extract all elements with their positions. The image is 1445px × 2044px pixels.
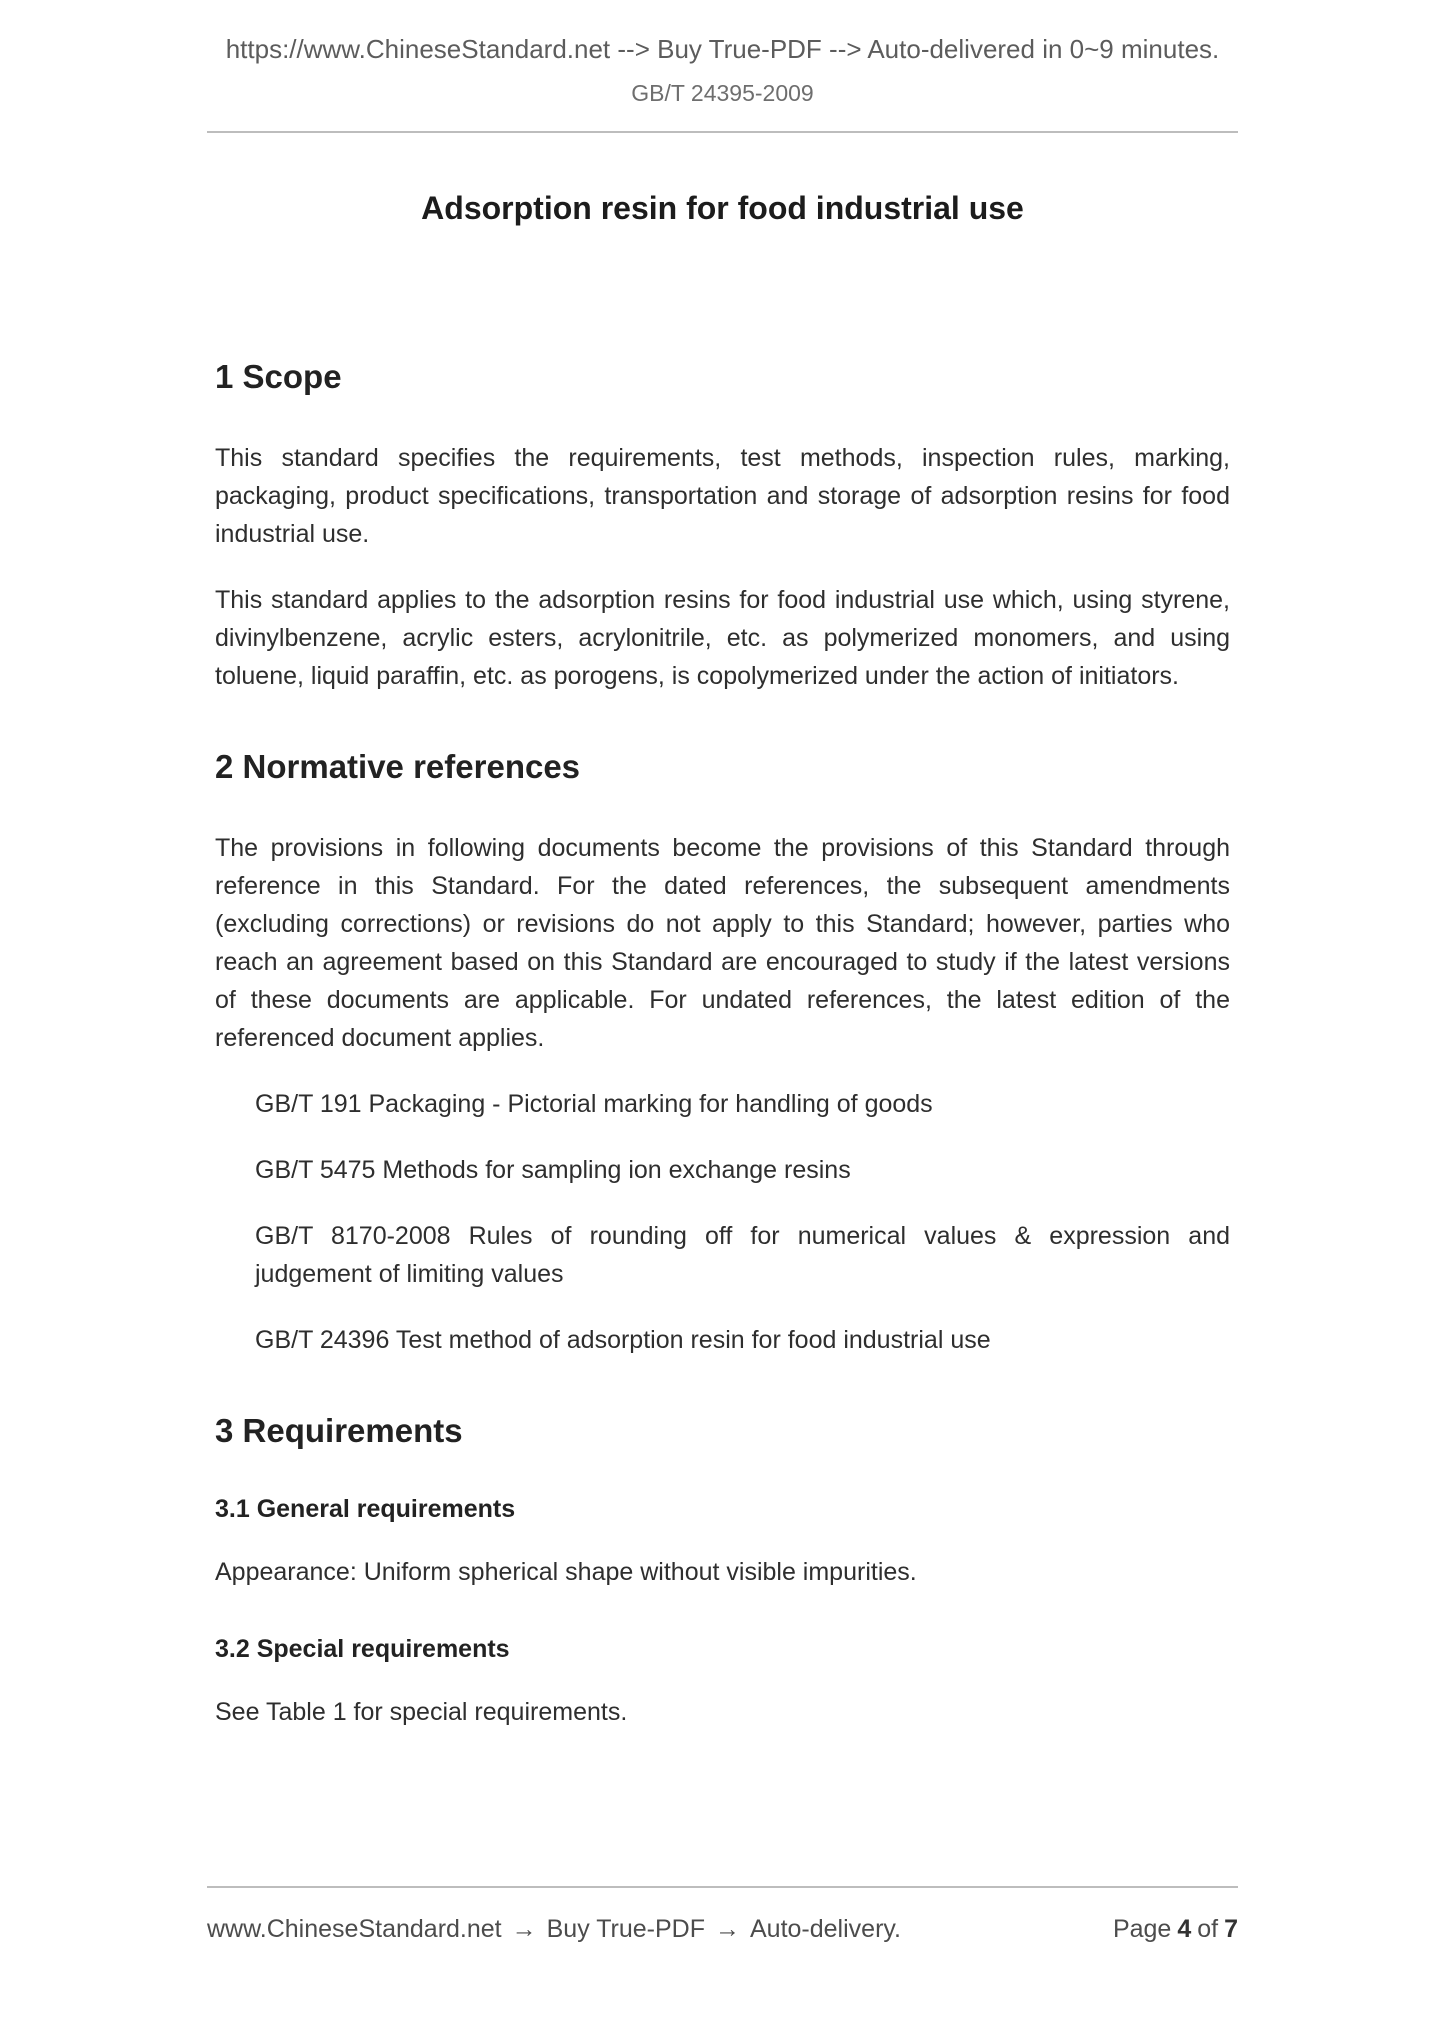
header-divider (207, 131, 1238, 133)
subsection-heading-special-requirements: 3.2 Special requirements (215, 1635, 510, 1663)
page-header (0, 0, 1445, 133)
reference-item: GB/T 191 Packaging - Pictorial marking for handling of goods (255, 1090, 933, 1118)
arrow-right-icon: → (715, 1915, 740, 1943)
footer-current-page: 4 (1177, 1915, 1192, 1943)
paragraph: The provisions in following documents become the provisions of this Standard through reference in this Standard. For the dated references, the subsequent amendments (excluding corrections) or revisions do not apply to this Standard; however, parties who reach an agreement based on this Standard are encouraged to study if the latest versions of these documents are applicable. For undated references, the latest edition of the referenced document applies. (215, 834, 1230, 1052)
arrow-right-icon: → (511, 1915, 537, 1943)
footer-page-word: Page (1112, 1915, 1172, 1943)
section-heading-scope: 1 Scope (215, 358, 342, 395)
footer-row (207, 1914, 1238, 1944)
header-standard-code: GB/T 24395-2009 (631, 80, 814, 106)
paragraph: Appearance: Uniform spherical shape without visible impurities. (215, 1558, 917, 1586)
footer-page-indicator (1107, 1914, 1238, 1944)
document-body (215, 227, 1230, 1731)
subsection-heading-general-requirements: 3.1 General requirements (215, 1495, 516, 1523)
paragraph: This standard specifies the requirements, test methods, inspection rules, marking, packaging, product specifications, transportation and storage of adsorption resins for food industrial use. (215, 444, 1230, 548)
reference-item: GB/T 5475 Methods for sampling ion exchange resins (255, 1156, 851, 1184)
footer-delivery-label: Auto-delivery. (750, 1915, 901, 1943)
paragraph: See Table 1 for special requirements. (215, 1698, 628, 1726)
footer-total-pages: 7 (1224, 1915, 1238, 1943)
footer-site-line (207, 1914, 901, 1944)
page-footer (0, 1886, 1445, 1944)
section-heading-requirements: 3 Requirements (215, 1412, 463, 1449)
header-url-line: https://www.ChineseStandard.net --> Buy True-PDF --> Auto-delivered in 0~9 minutes. (225, 34, 1220, 64)
footer-of-word: of (1197, 1915, 1219, 1943)
reference-item: GB/T 24396 Test method of adsorption resin for food industrial use (255, 1326, 991, 1354)
section-heading-normative-references: 2 Normative references (215, 748, 581, 785)
footer-buy-label: Buy True-PDF (546, 1915, 705, 1943)
reference-item: GB/T 8170-2008 Rules of rounding off for numerical values & expression and judgement of limiting values (255, 1222, 1230, 1288)
footer-divider (207, 1886, 1238, 1888)
paragraph: This standard applies to the adsorption resins for food industrial use which, using styrene, divinylbenzene, acrylic esters, acrylonitrile, etc. as polymerized monomers, and using toluene, liquid paraffin, etc. as porogens, is copolymerized under the action of initiators. (215, 586, 1230, 690)
footer-site-name: www.ChineseStandard.net (207, 1915, 502, 1943)
document-title: Adsorption resin for food industrial use (421, 190, 1024, 226)
